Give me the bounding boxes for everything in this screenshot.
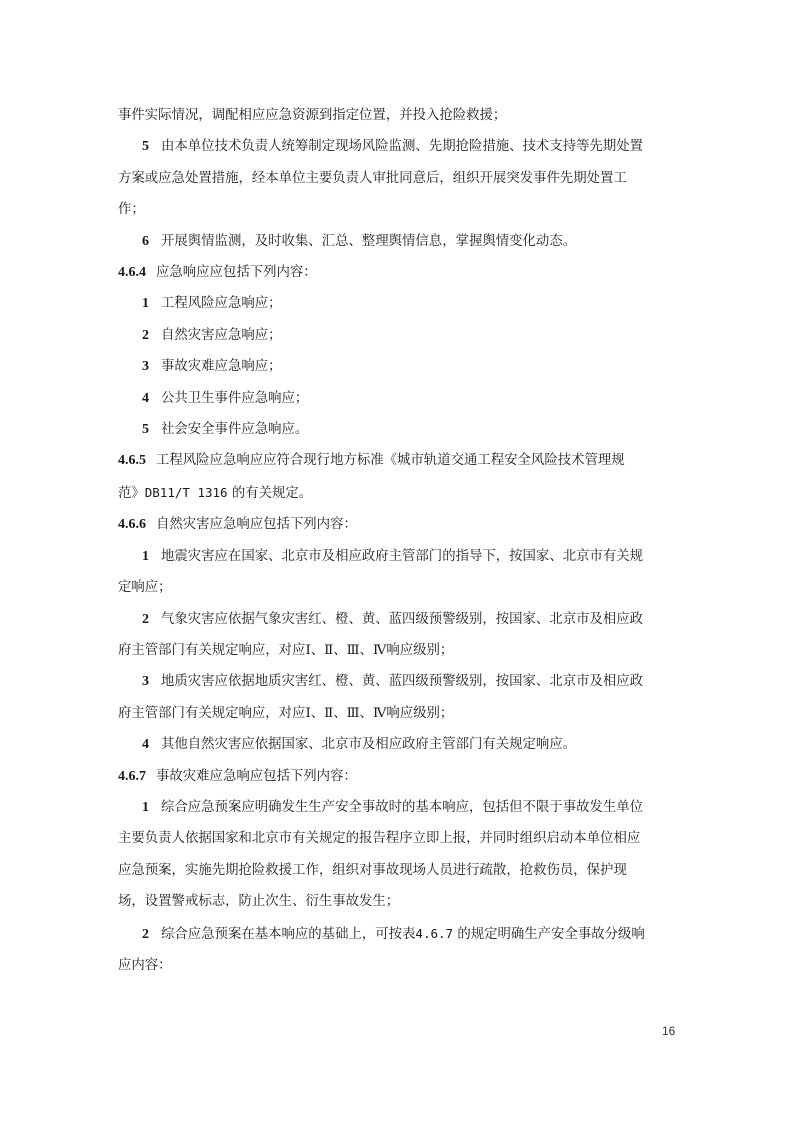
- list-item: [118, 383, 678, 414]
- text: 定响应；: [118, 580, 172, 596]
- paragraph-line: [118, 477, 678, 509]
- item-number: 2: [142, 926, 149, 942]
- paragraph-line: [118, 163, 678, 194]
- section-heading: [118, 257, 678, 288]
- list-item: [118, 541, 678, 572]
- list-item: [118, 604, 678, 635]
- list-item: [118, 729, 678, 760]
- text: 开展舆情监测，及时收集、汇总、整理舆情信息，掌握舆情变化动态。: [161, 233, 577, 249]
- text: 事件实际情况，调配相应应急资源到指定位置，并投入抢险救援；: [118, 108, 507, 123]
- text: 作；: [118, 202, 145, 218]
- list-item: [118, 320, 678, 351]
- item-number: 5: [142, 422, 149, 438]
- section-number: 4.6.6: [118, 517, 146, 533]
- text: 综合应急预案在基本响应的基础上，可按表: [161, 926, 416, 942]
- item-number: 4: [142, 737, 149, 753]
- section-number: 4.6.5: [118, 453, 146, 469]
- paragraph-line: [118, 855, 678, 886]
- body-text: [118, 100, 678, 981]
- text: 工程风险应急响应；: [161, 296, 282, 312]
- text: 府主管部门有关规定响应，对应Ⅰ、Ⅱ、Ⅲ、Ⅳ响应级别；: [118, 642, 454, 658]
- text: 的规定明确生产安全事故分级响: [457, 926, 645, 942]
- text: 社会安全事件应急响应。: [161, 422, 309, 438]
- list-item: [118, 792, 678, 823]
- page-number: 16: [662, 1024, 676, 1038]
- section-heading: [118, 761, 678, 792]
- paragraph-line: [118, 194, 678, 225]
- section-number: 4.6.4: [118, 265, 146, 281]
- section-number: 4.6.7: [118, 768, 146, 784]
- text: 地质灾害应依据地质灾害红、橙、黄、蓝四级预警级别，按国家、北京市及相应政: [161, 674, 644, 690]
- paragraph-line: [118, 886, 678, 917]
- text: 由本单位技术负责人统筹制定现场风险监测、先期抢险措施、技术支持等先期处置: [161, 139, 644, 155]
- text: 应急响应应包括下列内容：: [156, 265, 317, 281]
- list-item: [118, 666, 678, 697]
- list-item: [118, 226, 678, 257]
- text: 应内容：: [118, 957, 172, 973]
- item-number: 2: [142, 327, 149, 343]
- section-heading: [118, 509, 678, 540]
- text: 应急预案，实施先期抢险救援工作，组织对事故现场人员进行疏散，抢救伤员，保护现: [118, 862, 627, 878]
- paragraph-line: [118, 823, 678, 854]
- paragraph-line: [118, 950, 678, 981]
- text: 的有关规定。: [231, 485, 313, 501]
- item-number: 3: [142, 674, 149, 690]
- item-number: 1: [142, 799, 149, 815]
- paragraph-line: [118, 698, 678, 729]
- list-item: [118, 414, 678, 445]
- text: 事故灾难应急响应包括下列内容：: [156, 768, 357, 784]
- text: 主要负责人依据国家和北京市有关规定的报告程序立即上报，并同时组织启动本单位相应: [118, 831, 641, 847]
- standard-code: DB11/T 1316: [144, 484, 228, 500]
- text: 自然灾害应急响应；: [161, 327, 282, 343]
- table-reference: 4.6.7: [415, 925, 454, 941]
- text: 地震灾害应在国家、北京市及相应政府主管部门的指导下，按国家、北京市有关规: [161, 548, 644, 564]
- section-heading: [118, 445, 678, 476]
- item-number: 1: [142, 548, 149, 564]
- paragraph-line: [118, 572, 678, 603]
- item-number: 3: [142, 359, 149, 375]
- text: 场，设置警戒标志，防止次生、衍生事故发生；: [118, 894, 400, 910]
- item-number: 4: [142, 390, 149, 406]
- text: 事故灾难应急响应；: [161, 359, 282, 375]
- paragraph-line: [118, 635, 678, 666]
- list-item: [118, 288, 678, 319]
- text: 工程风险应急响应应符合现行地方标准《城市轨道交通工程安全风险技术管理规: [156, 453, 625, 469]
- list-item: [118, 918, 678, 950]
- list-item: [118, 131, 678, 162]
- item-number: 5: [142, 139, 149, 155]
- item-number: 6: [142, 233, 149, 249]
- text: 方案或应急处置措施，经本单位主要负责人审批同意后，组织开展突发事件先期处置工: [118, 170, 627, 186]
- text: 气象灾害应依据气象灾害红、橙、黄、蓝四级预警级别，按国家、北京市及相应政: [161, 611, 644, 627]
- text: 府主管部门有关规定响应，对应Ⅰ、Ⅱ、Ⅲ、Ⅳ响应级别；: [118, 705, 454, 721]
- item-number: 1: [142, 296, 149, 312]
- text: 范》: [118, 485, 145, 501]
- text: 综合应急预案应明确发生生产安全事故时的基本响应，包括但不限于事故发生单位: [161, 799, 644, 815]
- text: 自然灾害应急响应包括下列内容：: [156, 517, 357, 533]
- text: 公共卫生事件应急响应；: [161, 390, 309, 406]
- paragraph-line: [118, 100, 678, 131]
- item-number: 2: [142, 611, 149, 627]
- list-item: [118, 351, 678, 382]
- text: 其他自然灾害应依据国家、北京市及相应政府主管部门有关规定响应。: [161, 737, 577, 753]
